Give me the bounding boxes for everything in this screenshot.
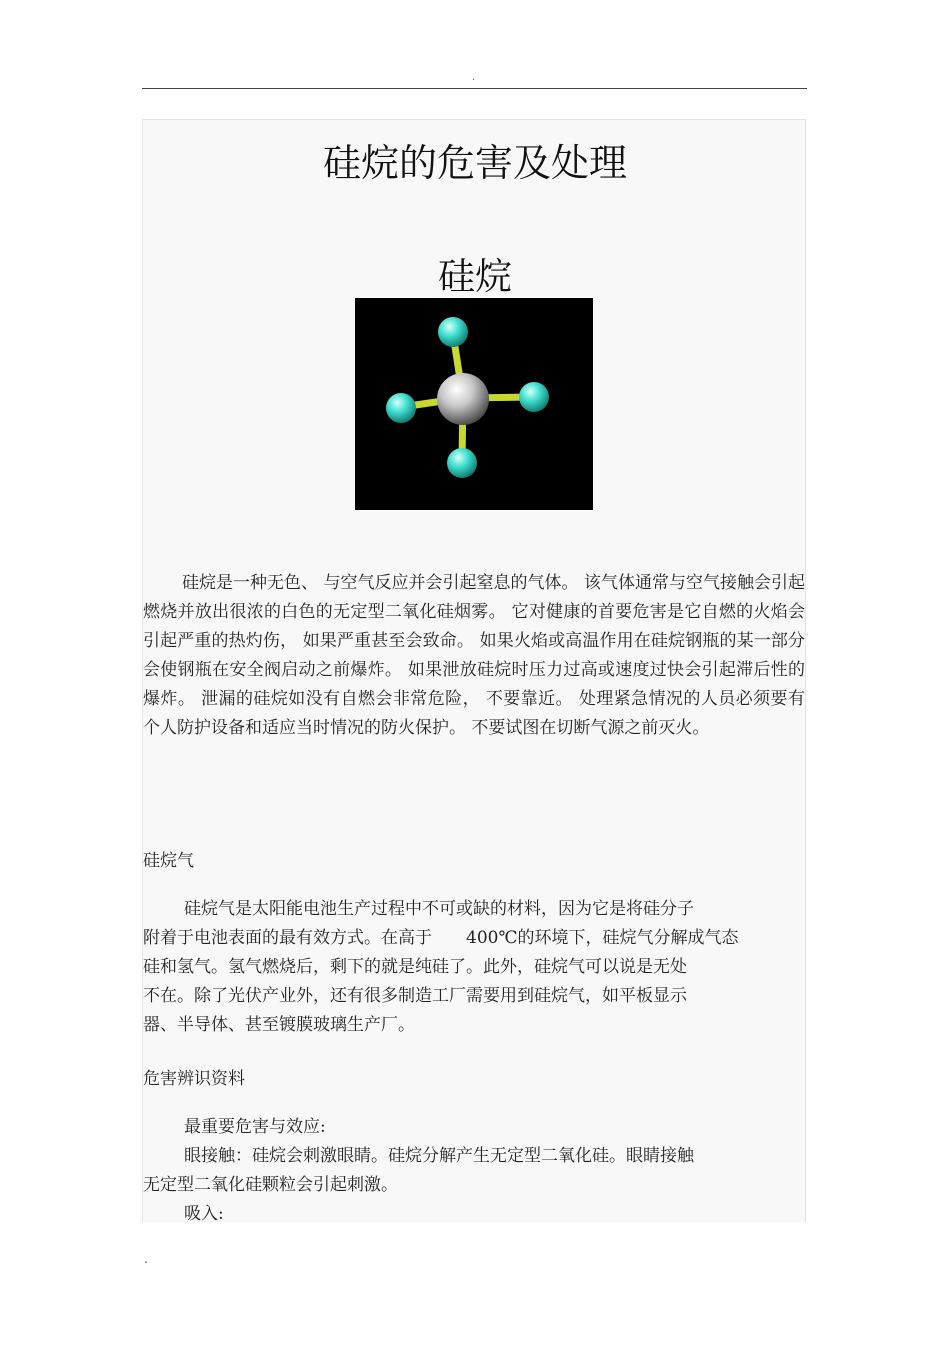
section-label-silane-gas: 硅烷气 [143,851,194,871]
header-mark: . [472,72,476,83]
section-label-hazard-id: 危害辨识资料 [143,1069,245,1089]
silane-molecule-svg [355,298,593,510]
paragraph-line: 附着于电池表面的最有效方式。在高于 400℃的环境下，硅烷气分解成气态 [143,928,739,948]
header-rule [142,88,807,89]
intro-paragraph: 硅烷是一种无色、 与空气反应并会引起窒息的气体。 该气体通常与空气接触会引起燃烧并放出很浓的白色的无定型二氧化硅烟雾。 它对健康的首要危害是它自燃的火焰会引起严重的热灼伤， 如果严重甚至会致命。 如果火焰或高温作用在硅烷钢瓶的某一部分会使钢瓶在安全阀启动之前爆炸。 如果泄放硅烷时压力过高或速度过快会引起滞后性的爆炸。 泄漏的硅烷如没有自燃会非常危险， 不要靠近。 处理紧急情况的人员必须要有个人防护设备和适应当时情况的防火保护。 不要试图在切断气源之前灭火。 [143,573,805,738]
hazard-line: 眼接触：硅烷会刺激眼睛。硅烷分解产生无定型二氧化硅。眼睛接触 [184,1146,694,1166]
silane-gas-paragraph [143,895,783,1040]
hazard-line: 吸入: [184,1204,224,1224]
document-title: 硅烷的危害及处理 [322,141,627,185]
silane-molecule-image [355,298,593,510]
hazard-line: 最重要危害与效应: [184,1117,326,1137]
paragraph-line: 硅烷气是太阳能电池生产过程中不可或缺的材料，因为它是将硅分子 [184,899,694,919]
section-heading-silane: 硅烷 [438,255,512,298]
hazard-line: 无定型二氧化硅颗粒会引起刺激。 [143,1175,398,1195]
hydrogen-atom [447,448,477,478]
paragraph-line: 器、半导体、甚至镀膜玻璃生产厂。 [143,1015,415,1035]
hydrogen-atom [438,317,468,347]
hazard-list [143,1113,694,1229]
paragraph-line: 不在。除了光伏产业外，还有很多制造工厂需要用到硅烷气，如平板显示 [143,986,687,1006]
silicon-atom [437,373,489,425]
footer-mark: . [144,1252,148,1266]
hydrogen-atom [386,393,416,423]
paragraph-line: 硅和氢气。氢气燃烧后，剩下的就是纯硅了。此外，硅烷气可以说是无处 [143,957,687,977]
hydrogen-atom [519,382,549,412]
